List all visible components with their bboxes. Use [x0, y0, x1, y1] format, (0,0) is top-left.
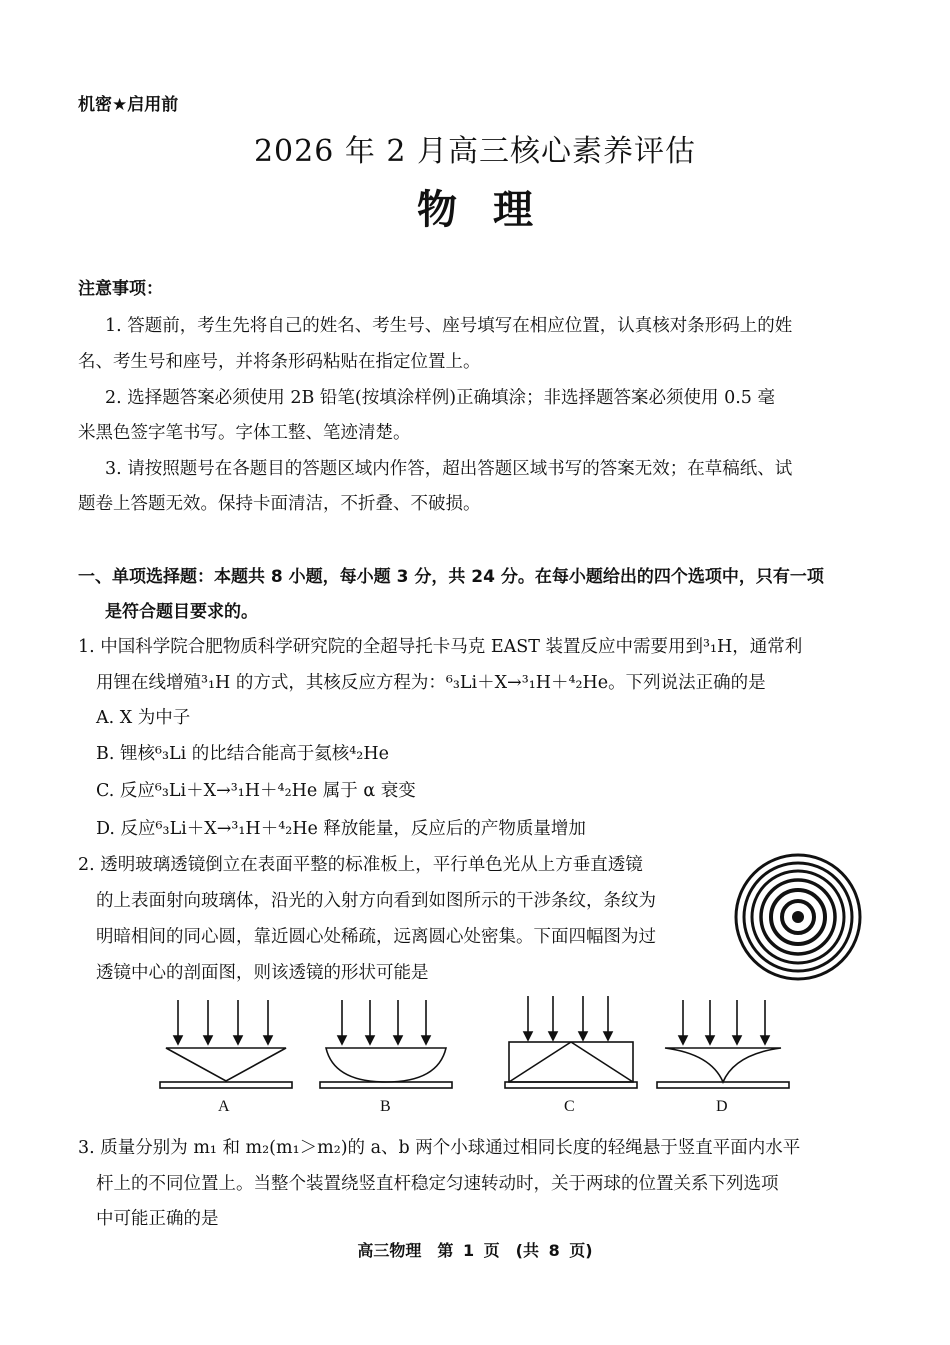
lens-label-d: D [716, 1098, 728, 1115]
page-footer: 高三物理 第 1 页 (共 8 页) [357, 1241, 593, 1260]
question-3-stem-cont: 中可能正确的是 [96, 1209, 219, 1229]
subject-title: 物理 [417, 186, 569, 233]
question-2-stem-cont: 透镜中心的剖面图，则该透镜的形状可能是 [96, 963, 429, 983]
section-heading-cont: 是符合题目要求的。 [105, 602, 258, 622]
interference-rings-figure [733, 852, 863, 982]
question-1-option-a: A. X 为中子 [96, 708, 191, 728]
notice-heading: 注意事项： [78, 279, 163, 299]
lens-label-b: B [380, 1098, 391, 1115]
lens-label-a: A [218, 1098, 230, 1115]
question-1-option-b: B. 锂核⁶₃Li 的比结合能高于氦核⁴₂He [96, 744, 389, 764]
question-1-stem-cont: 用锂在线增殖³₁H 的方式，其核反应方程为：⁶₃Li＋X→³₁H＋⁴₂He。下列说法正确的是 [96, 673, 766, 693]
question-1-option-c: C. 反应⁶₃Li＋X→³₁H＋⁴₂He 属于 α 衰变 [96, 781, 416, 801]
question-2-stem-cont: 的上表面射向玻璃体，沿光的入射方向看到如图所示的干涉条纹，条纹为 [96, 891, 656, 911]
question-2-stem: 2. 透明玻璃透镜倒立在表面平整的标准板上，平行单色光从上方垂直透镜 [78, 855, 643, 875]
exam-title: 2026 年 2 月高三核心素养评估 [253, 134, 697, 169]
lens-label-c: C [564, 1098, 575, 1115]
lens-figure-c [503, 994, 639, 1094]
lens-figure-b [318, 998, 454, 1094]
notice-line: 3. 请按照题号在各题目的答题区域内作答，超出答题区域书写的答案无效；在草稿纸、试 [105, 459, 793, 479]
section-heading: 一、单项选择题：本题共 8 小题，每小题 3 分，共 24 分。在每小题给出的四个选项中，只有一项 [78, 567, 824, 587]
question-1-option-d: D. 反应⁶₃Li＋X→³₁H＋⁴₂He 释放能量，反应后的产物质量增加 [96, 819, 586, 839]
confidential-label: 机密★启用前 [78, 95, 179, 115]
lens-figure-a [158, 998, 294, 1094]
question-3-stem-cont: 杆上的不同位置上。当整个装置绕竖直杆稳定匀速转动时，关于两球的位置关系下列选项 [96, 1174, 779, 1194]
question-1-stem: 1. 中国科学院合肥物质科学研究院的全超导托卡马克 EAST 装置反应中需要用到³₁H，通常利 [78, 637, 803, 657]
notice-line: 题卷上答题无效。保持卡面清洁，不折叠、不破损。 [78, 494, 481, 514]
notice-line: 名、考生号和座号，并将条形码粘贴在指定位置上。 [78, 352, 481, 372]
notice-line: 米黑色签字笔书写。字体工整、笔迹清楚。 [78, 423, 411, 443]
question-2-stem-cont: 明暗相间的同心圆，靠近圆心处稀疏，远离圆心处密集。下面四幅图为过 [96, 927, 656, 947]
question-3-stem: 3. 质量分别为 m₁ 和 m₂(m₁＞m₂)的 a、b 两个小球通过相同长度的轻绳悬于竖直平面内水平 [78, 1138, 801, 1158]
lens-figure-d [655, 998, 791, 1094]
notice-line: 1. 答题前，考生先将自己的姓名、考生号、座号填写在相应位置，认真核对条形码上的姓 [105, 316, 793, 336]
notice-line: 2. 选择题答案必须使用 2B 铅笔(按填涂样例)正确填涂；非选择题答案必须使用 0.5 毫 [105, 388, 775, 408]
